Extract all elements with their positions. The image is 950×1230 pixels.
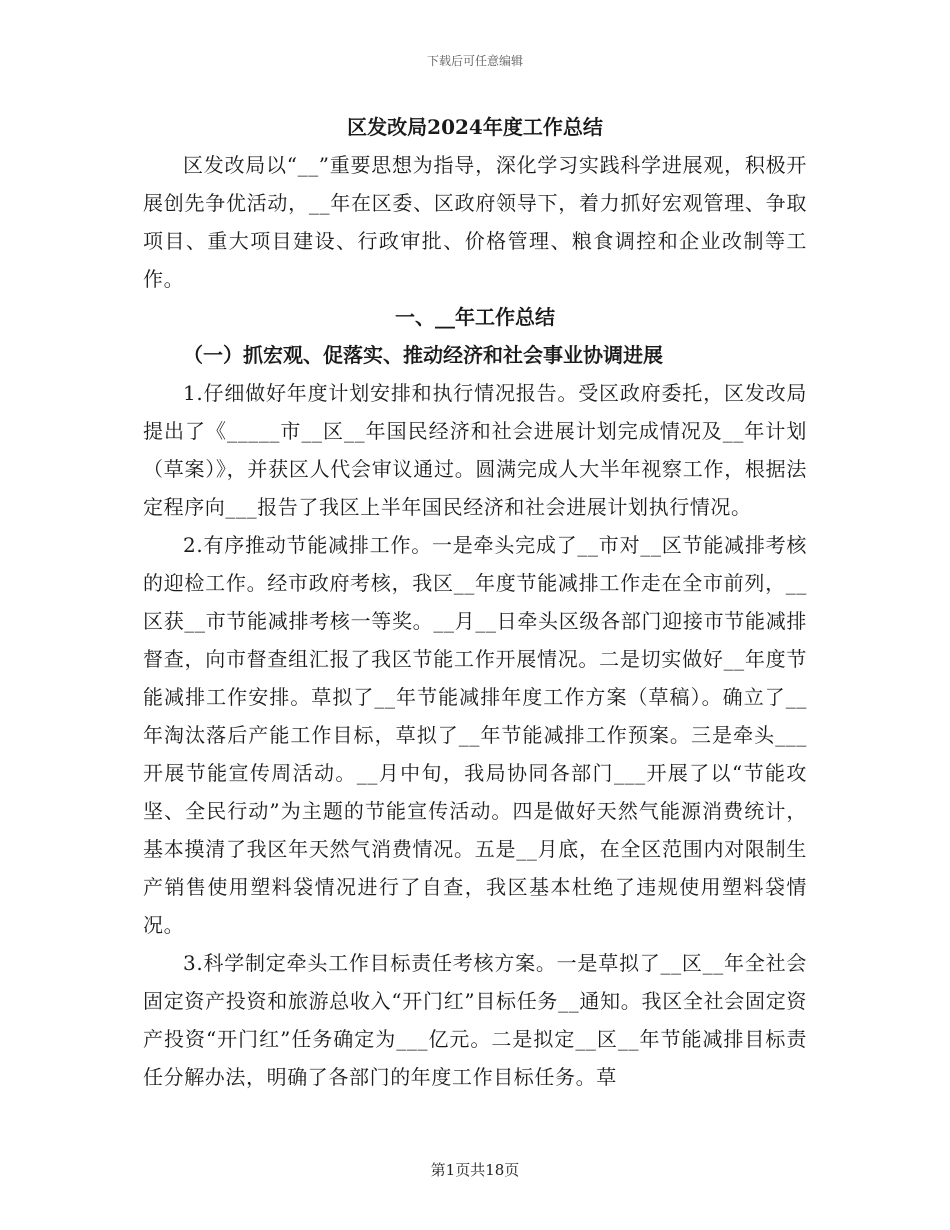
- page-header-note: 下载后可任意编辑: [426, 54, 523, 68]
- item-paragraph-3: 3.科学制定牵头工作目标责任考核方案。一是草拟了__区__年全社会固定资产投资和旅游总收入“开门红”目标任务__通知。我区全社会固定资产投资“开门红”任务确定为___亿元。二是拟定__区__年节能减排目标责任分解办法，明确了各部门的年度工作目标任务。草: [143, 951, 807, 1089]
- document-title: 区发改局2024年度工作总结: [347, 115, 603, 139]
- item-paragraph-1: 1.仔细做好年度计划安排和执行情况报告。受区政府委托，区发改局提出了《_____市__区__年国民经济和社会进展计划完成情况及__年计划（草案）》，并获区人代会审议通过。圆满完成人大半年视察工作，根据法定程序向___报告了我区上半年国民经济和社会进展计划执行情况。: [143, 381, 807, 519]
- page-number: 第1页共18页: [430, 1161, 520, 1179]
- intro-paragraph: 区发改局以“__”重要思想为指导，深化学习实践科学进展观，积极开展创先争优活动，__年在区委、区政府领导下，着力抓好宏观管理、争取项目、重大项目建设、行政审批、价格管理、粮食调控和企业改制等工作。: [143, 153, 807, 291]
- subsection-heading: （一）抓宏观、促落实、推动经济和社会事业协调进展: [183, 343, 663, 367]
- document-body: [143, 108, 807, 1096]
- section-heading: 一、__年工作总结: [395, 305, 555, 329]
- item-paragraph-2: 2.有序推动节能减排工作。一是牵头完成了__市对__区节能减排考核的迎检工作。经市政府考核，我区__年度节能减排工作走在全市前列，__区获__市节能减排考核一等奖。__月__日牵头区级各部门迎接市节能减排督查，向市督查组汇报了我区节能工作开展情况。二是切实做好__年度节能减排工作安排。草拟了__年节能减排年度工作方案（草稿）。确立了__年淘汰落后产能工作目标，草拟了__年节能减排工作预案。三是牵头___开展节能宣传周活动。__月中旬，我局协同各部门___开展了以“节能攻坚、全民行动”为主题的节能宣传活动。四是做好天然气能源消费统计，基本摸清了我区年天然气消费情况。五是__月底，在全区范围内对限制生产销售使用塑料袋情况进行了自查，我区基本杜绝了违规使用塑料袋情况。: [143, 533, 807, 937]
